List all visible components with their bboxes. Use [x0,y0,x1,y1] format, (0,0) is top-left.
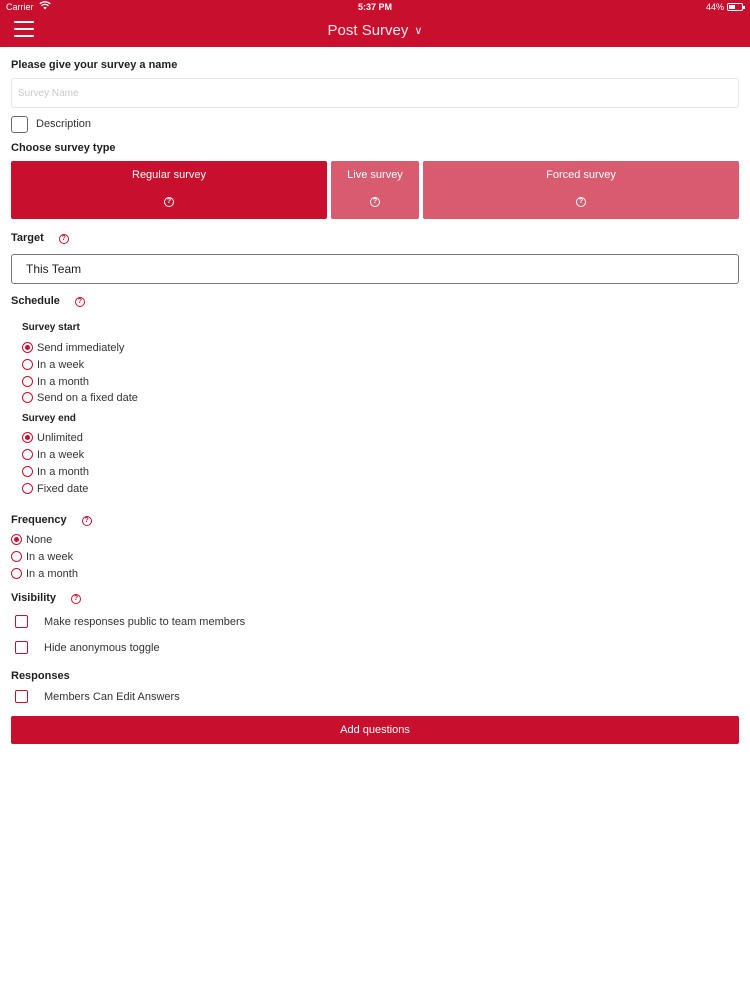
add-questions-button[interactable]: Add questions [11,716,739,744]
battery-percent: 44% [705,2,724,12]
survey-type-label: Choose survey type [11,142,116,154]
frequency-label-text: Frequency [11,514,67,526]
radio-selected-icon [22,342,33,353]
schedule-label-text: Schedule [11,295,60,307]
survey-end-label: Survey end [22,413,76,424]
visibility-label [11,592,81,605]
description-label: Description [36,118,92,130]
status-time: 5:37 PM [357,2,392,12]
survey-start-label: Survey start [22,322,80,333]
survey-name-label: Please give your survey a name [11,59,178,71]
carrier-label: Carrier [6,2,34,12]
visibility-label-text: Visibility [11,592,57,604]
radio-icon [22,483,33,494]
radio-icon [11,568,22,579]
title-dropdown[interactable] [0,22,750,39]
radio-selected-icon [11,534,22,545]
help-icon[interactable]: ? [75,297,85,307]
target-label [11,232,69,245]
radio-selected-icon [22,432,33,443]
responses-label: Responses [11,670,70,682]
forced-survey-label: Forced survey [546,169,616,181]
forced-survey-button[interactable] [423,161,739,219]
regular-survey-button[interactable] [11,161,327,219]
help-icon[interactable]: ? [370,197,380,207]
top-bar [0,0,750,47]
page-title: Post Survey [327,22,409,39]
frequency-label [11,514,92,527]
help-icon[interactable]: ? [71,594,81,604]
checkbox-icon [15,641,28,654]
chevron-down-icon: ∨ [414,25,423,37]
regular-survey-label: Regular survey [132,169,206,181]
checkbox-icon [15,690,28,703]
radio-icon [22,376,33,387]
status-bar [0,0,750,14]
help-icon[interactable]: ? [59,234,69,244]
help-icon[interactable]: ? [82,516,92,526]
help-icon[interactable]: ? [576,197,586,207]
description-checkbox[interactable] [11,116,28,133]
radio-icon [22,359,33,370]
radio-icon [11,551,22,562]
survey-name-input[interactable] [11,78,739,108]
help-icon[interactable]: ? [164,197,174,207]
radio-icon [22,392,33,403]
schedule-label [11,295,85,308]
live-survey-label: Live survey [347,169,403,181]
battery-icon [727,3,743,11]
radio-icon [22,466,33,477]
target-label-text: Target [11,232,44,244]
checkbox-icon [15,615,28,628]
target-select[interactable]: This Team [11,254,739,284]
live-survey-button[interactable] [331,161,419,219]
radio-icon [22,449,33,460]
